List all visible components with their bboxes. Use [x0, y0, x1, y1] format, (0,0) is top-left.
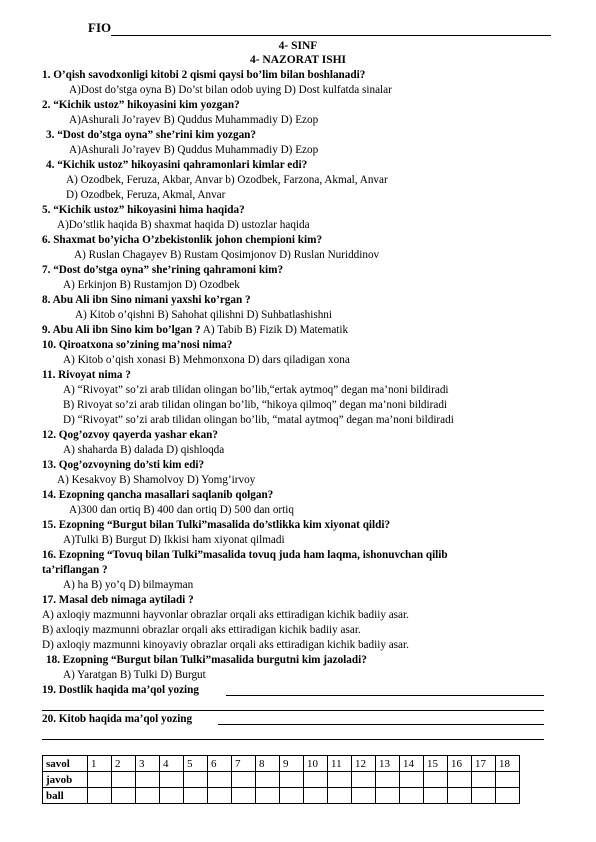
- answers-17a: A) axloqiy mazmunni hayvonlar obrazlar orqali aks ettiradigan kichik badiiy asar.: [42, 609, 409, 621]
- score-cell[interactable]: [424, 788, 448, 804]
- score-cell[interactable]: [328, 788, 352, 804]
- question-17: 17. Masal deb nimaga aytiladi ?: [42, 594, 194, 606]
- answers-18: A) Yaratgan B) Tulki D) Burgut: [63, 669, 206, 681]
- score-cell[interactable]: [472, 788, 496, 804]
- question-20: 20. Kitob haqida ma’qol yozing: [42, 713, 193, 725]
- question-2: 2. “Kichik ustoz” hikoyasini kim yozgan?: [42, 99, 240, 111]
- answers-11c: D) “Rivoyat” so’zi arab tilidan olingan bo’lib, “matal aytmoq” degan ma’noni bildiradi: [63, 414, 454, 426]
- question-5: 5. “Kichik ustoz” hikoyasini hima haqida?: [42, 204, 245, 216]
- question-number: 7: [232, 756, 256, 772]
- answers-1: A)Dost do’stga oyna B) Do’st bilan odob uying D) Dost kulfatda sinalar: [69, 84, 392, 96]
- answers-3: A)Ashurali Jo’rayev B) Quddus Muhammadiy D) Ezop: [69, 144, 319, 156]
- answer-cell[interactable]: [88, 772, 112, 788]
- score-cell[interactable]: [208, 788, 232, 804]
- work-title: 4- NAZORAT ISHI: [249, 54, 347, 66]
- question-7: 7. “Dost do’stga oyna” she’rining qahramoni kim?: [42, 264, 284, 276]
- fio-label: FIO: [88, 20, 112, 35]
- question-9: 9. Abu Ali ibn Sino kim bo’lgan ?: [42, 324, 201, 336]
- question-number: 5: [184, 756, 208, 772]
- answers-9: A) Tabib B) Fizik D) Matematik: [202, 324, 349, 336]
- question-number: 1: [88, 756, 112, 772]
- grade-heading: 4- SINF: [278, 40, 318, 52]
- question-11: 11. Rivoyat nima ?: [42, 369, 131, 381]
- question-number: 3: [136, 756, 160, 772]
- question-14: 14. Ezopning qancha masallari saqlanib qolgan?: [42, 489, 274, 501]
- question-8: 8. Abu Ali ibn Sino nimani yaxshi ko’rgan ?: [42, 294, 251, 306]
- answer-table: [42, 755, 520, 804]
- answers-15: A)Tulki B) Burgut D) Ikkisi ham xiyonat qilmadi: [63, 534, 285, 546]
- question-12: 12. Qog’ozvoy qayerda yashar ekan?: [42, 429, 219, 441]
- answer-line-19[interactable]: [226, 695, 544, 696]
- question-1: 1. O’qish savodxonligi kitobi 2 qismi qaysi bo’lim bilan boshlanadi?: [42, 69, 366, 81]
- question-number: 8: [256, 756, 280, 772]
- answers-2: A)Ashurali Jo’rayev B) Quddus Muhammadiy D) Ezop: [69, 114, 319, 126]
- answer-cell[interactable]: [112, 772, 136, 788]
- answer-cell[interactable]: [280, 772, 304, 788]
- score-cell[interactable]: [256, 788, 280, 804]
- question-number: 10: [304, 756, 328, 772]
- question-number: 2: [112, 756, 136, 772]
- answers-17b: B) axloqiy mazmunni obrazlar orqali aks ettiradigan kichik badiiy asar.: [42, 624, 361, 636]
- row-label-ball: ball: [43, 788, 88, 804]
- score-cell[interactable]: [304, 788, 328, 804]
- answer-cell[interactable]: [424, 772, 448, 788]
- question-9-line: [42, 323, 348, 338]
- score-cell[interactable]: [496, 788, 520, 804]
- row-label-javob: javob: [43, 772, 88, 788]
- answer-cell[interactable]: [448, 772, 472, 788]
- score-cell[interactable]: [136, 788, 160, 804]
- question-10: 10. Qiroatxona so’zining ma’nosi nima?: [42, 339, 233, 351]
- question-number: 17: [472, 756, 496, 772]
- answer-cell[interactable]: [232, 772, 256, 788]
- answer-line-19b[interactable]: [42, 710, 544, 711]
- answers-13: A) Kesakvoy B) Shamolvoy D) Yomg’irvoy: [57, 474, 256, 486]
- question-18: 18. Ezopning “Burgut bilan Tulki”masalida burgutni kim jazoladi?: [46, 654, 367, 666]
- answer-cell[interactable]: [304, 772, 328, 788]
- answers-6: A) Ruslan Chagayev B) Rustam Qosimjonov D) Ruslan Nuriddinov: [74, 249, 380, 261]
- score-cell[interactable]: [232, 788, 256, 804]
- answer-line-20[interactable]: [218, 724, 544, 725]
- answers-17c: D) axloqiy mazmunni kinoyaviy obrazlar orqali aks ettiradigan kichik badiiy asar.: [42, 639, 409, 651]
- answer-cell[interactable]: [184, 772, 208, 788]
- question-16: 16. Ezopning “Tovuq bilan Tulki”masalida tovuq juda ham laqma, ishonuvchan qilib: [42, 549, 448, 561]
- answer-cell[interactable]: [496, 772, 520, 788]
- answer-cell[interactable]: [328, 772, 352, 788]
- question-number: 15: [424, 756, 448, 772]
- answer-cell[interactable]: [256, 772, 280, 788]
- question-16-cont: ta’riflangan ?: [42, 564, 108, 576]
- question-15: 15. Ezopning “Burgut bilan Tulki”masalida do’stlikka kim xiyonat qildi?: [42, 519, 391, 531]
- question-6: 6. Shaxmat bo’yicha O’zbekistonlik johon chempioni kim?: [42, 234, 323, 246]
- answers-11a: A) “Rivoyat” so’zi arab tilidan olingan bo’lib,“ertak aytmoq” degan ma’noni bildiradi: [63, 384, 449, 396]
- question-4: 4. “Kichik ustoz” hikoyasini qahramonlari kimlar edi?: [46, 159, 308, 171]
- question-number: 9: [280, 756, 304, 772]
- answer-cell[interactable]: [136, 772, 160, 788]
- answer-line-20b[interactable]: [42, 739, 544, 740]
- answers-14: A)300 dan ortiq B) 400 dan ortiq D) 500 dan ortiq: [69, 504, 294, 516]
- answer-cell[interactable]: [472, 772, 496, 788]
- score-cell[interactable]: [280, 788, 304, 804]
- question-19: 19. Dostlik haqida ma’qol yozing: [42, 684, 199, 696]
- score-cell[interactable]: [352, 788, 376, 804]
- question-13: 13. Qog’ozvoyning do’sti kim edi?: [42, 459, 205, 471]
- table-row-javob: [43, 772, 520, 788]
- score-cell[interactable]: [184, 788, 208, 804]
- answer-cell[interactable]: [376, 772, 400, 788]
- row-label-savol: savol: [43, 756, 88, 772]
- answers-7: A) Erkinjon B) Rustamjon D) Ozodbek: [63, 279, 240, 291]
- score-cell[interactable]: [88, 788, 112, 804]
- answer-cell[interactable]: [400, 772, 424, 788]
- score-cell[interactable]: [400, 788, 424, 804]
- answers-4b: D) Ozodbek, Feruza, Akmal, Anvar: [66, 189, 226, 201]
- answer-cell[interactable]: [352, 772, 376, 788]
- answers-16: A) ha B) yo’q D) bilmayman: [63, 579, 194, 591]
- answer-cell[interactable]: [160, 772, 184, 788]
- answers-11b: B) Rivoyat so’zi arab tilidan olingan bo’lib, “hikoya qilmoq” degan ma’noni bildiradi: [63, 399, 448, 411]
- table-row-savol: [43, 756, 520, 772]
- answers-5: A)Do’stlik haqida B) shaxmat haqida D) ustozlar haqida: [57, 219, 310, 231]
- question-number: 6: [208, 756, 232, 772]
- score-cell[interactable]: [376, 788, 400, 804]
- question-number: 18: [496, 756, 520, 772]
- answer-cell[interactable]: [208, 772, 232, 788]
- answers-8: A) Kitob o’qishni B) Sahohat qilishni D) Suhbatlashishni: [75, 309, 332, 321]
- question-number: 11: [328, 756, 352, 772]
- question-number: 13: [376, 756, 400, 772]
- answers-10: A) Kitob o’qish xonasi B) Mehmonxona D) dars qiladigan xona: [63, 354, 350, 366]
- question-number: 16: [448, 756, 472, 772]
- question-number: 4: [160, 756, 184, 772]
- table-row-ball: [43, 788, 520, 804]
- answers-4a: A) Ozodbek, Feruza, Akbar, Anvar b) Ozodbek, Farzona, Akmal, Anvar: [66, 174, 388, 186]
- fio-line[interactable]: [111, 35, 551, 36]
- question-number: 14: [400, 756, 424, 772]
- answers-12: A) shaharda B) dalada D) qishloqda: [63, 444, 225, 456]
- score-cell[interactable]: [112, 788, 136, 804]
- question-number: 12: [352, 756, 376, 772]
- question-3: 3. “Dost do’stga oyna” she’rini kim yozgan?: [46, 129, 256, 141]
- score-cell[interactable]: [160, 788, 184, 804]
- score-cell[interactable]: [448, 788, 472, 804]
